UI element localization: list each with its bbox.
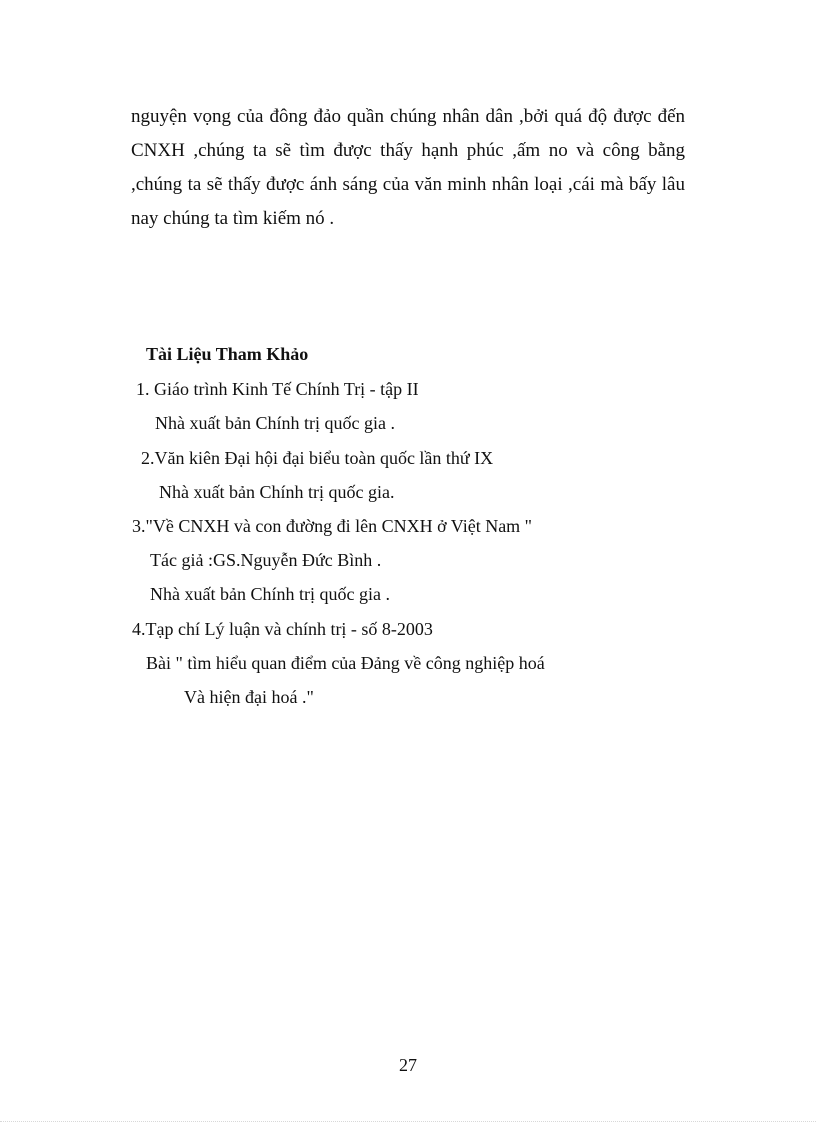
body-line-2: CNXH ,chúng ta sẽ tìm được thấy hạnh phúc ,ấm no và công bằng (131, 140, 685, 161)
reference-2-title: 2.Văn kiên Đại hội đại biểu toàn quốc lần thứ IX (141, 448, 494, 468)
reference-3-author: Tác giả :GS.Nguyễn Đức Bình . (150, 550, 382, 570)
reference-3-publisher: Nhà xuất bản Chính trị quốc gia . (150, 584, 390, 604)
reference-4-title: 4.Tạp chí Lý luận và chính trị - số 8-2003 (132, 619, 433, 639)
reference-1-title: 1. Giáo trình Kinh Tế Chính Trị - tập II (136, 379, 419, 399)
body-paragraph (131, 100, 685, 236)
reference-1-publisher: Nhà xuất bản Chính trị quốc gia . (155, 413, 395, 433)
body-line-3: ,chúng ta sẽ thấy được ánh sáng của văn minh nhân loại ,cái mà bấy lâu (131, 174, 685, 195)
references-heading: Tài Liệu Tham Khảo (146, 344, 309, 364)
body-line-4: nay chúng ta tìm kiếm nó . (131, 208, 335, 229)
body-line-1: nguyện vọng của đông đảo quần chúng nhân dân ,bởi quá độ được đến (131, 106, 685, 127)
page-bottom-divider (0, 1121, 816, 1122)
reference-3-title: 3."Về CNXH và con đường đi lên CNXH ở Việt Nam " (132, 516, 533, 536)
reference-4-article: Bài " tìm hiểu quan điểm của Đảng về công nghiệp hoá (146, 653, 545, 673)
reference-2-publisher: Nhà xuất bản Chính trị quốc gia. (159, 482, 395, 502)
page-number: 27 (399, 1055, 417, 1075)
reference-4-article-cont: Và hiện đại hoá ." (184, 687, 314, 707)
